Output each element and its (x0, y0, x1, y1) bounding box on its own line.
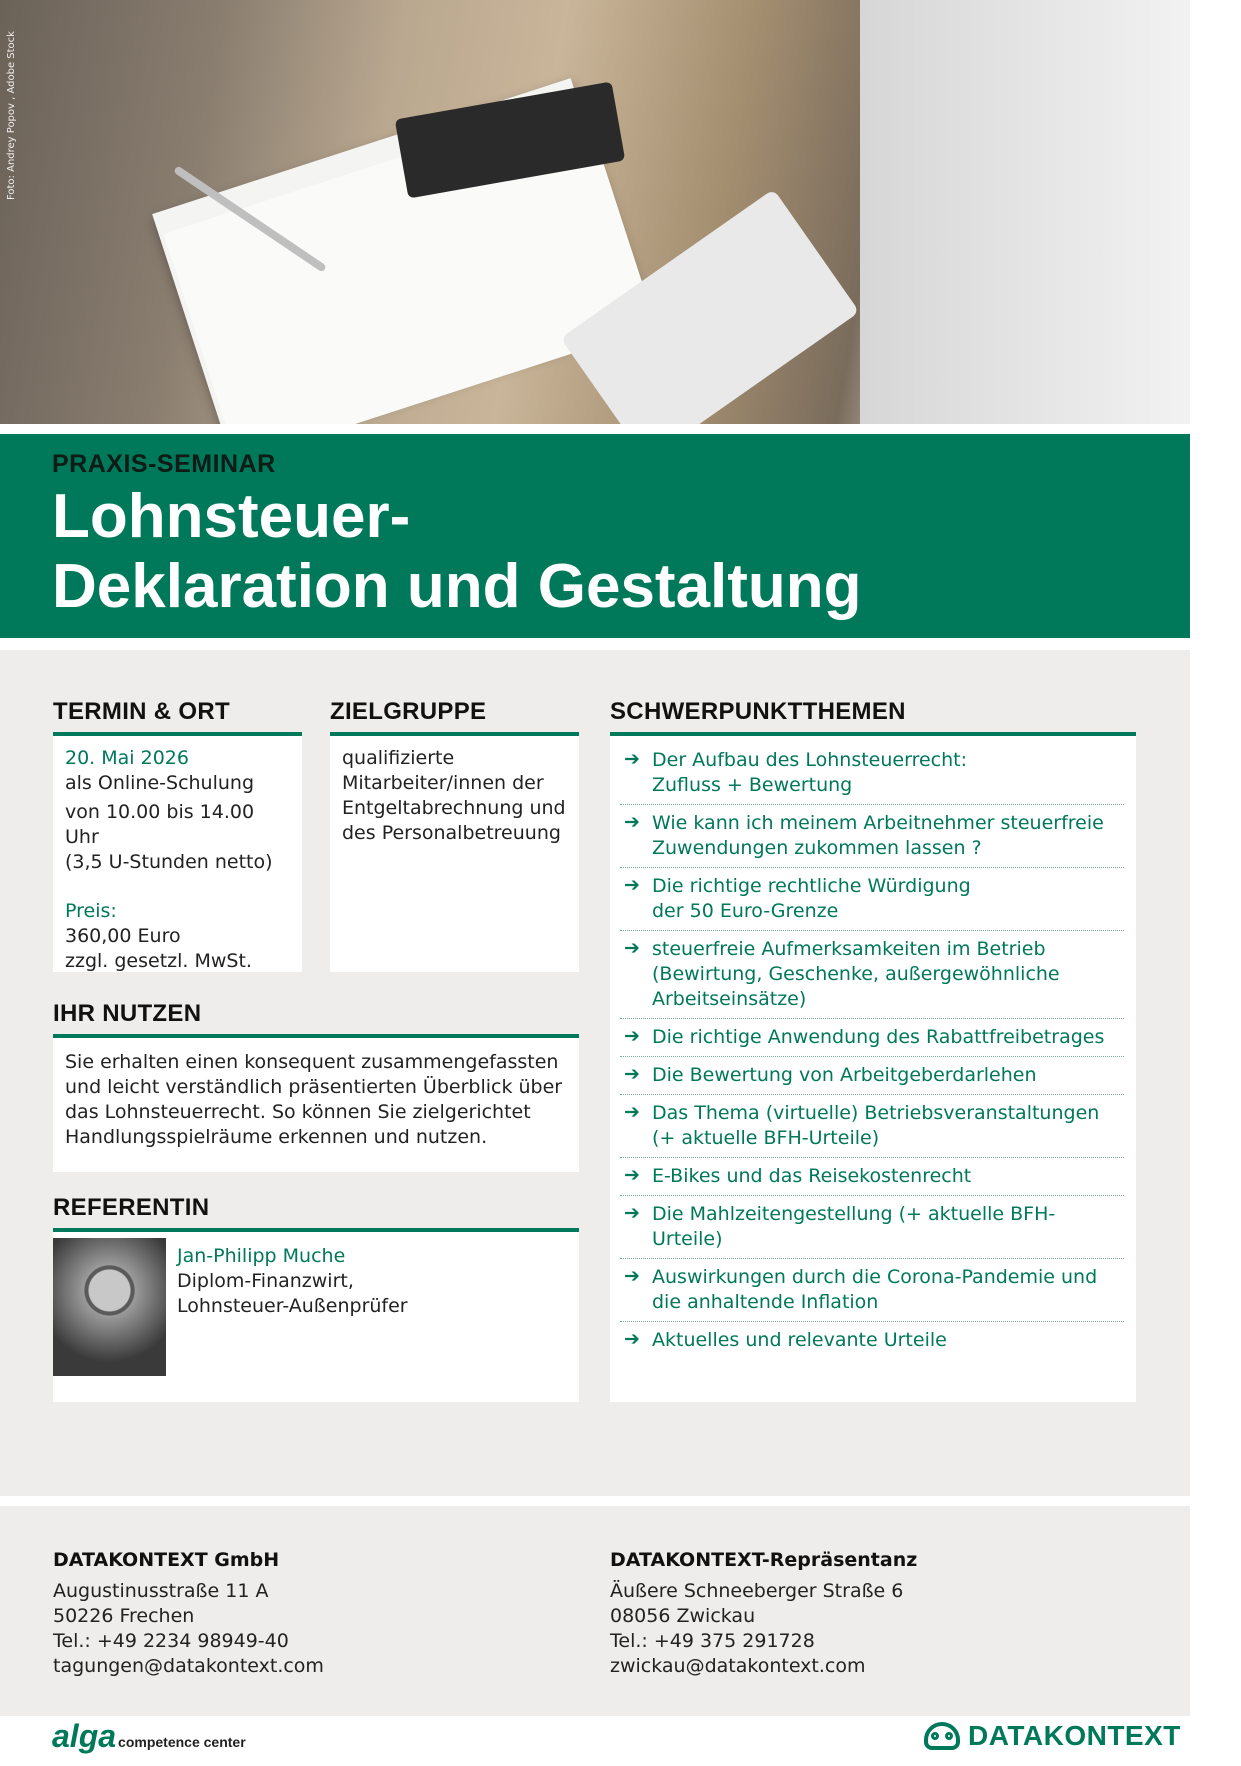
topic-item: ➔ Wie kann ich meinem Arbeitnehmer steuerfreie Zuwendungen zukommen lassen ? (620, 805, 1124, 868)
nutzen-line: das Lohnsteuerrecht. So können Sie zielgerichtet (65, 1101, 531, 1123)
speaker-name: Jan-Philipp Muche (177, 1245, 346, 1267)
datakontext-owl-icon (924, 1722, 960, 1750)
termin-date: 20. Mai 2026 (65, 747, 189, 769)
header-photo (0, 0, 1190, 424)
seminar-kicker: PRAXIS-SEMINAR (52, 450, 276, 478)
contact-zwickau (610, 1548, 917, 1679)
title-line-2: Deklaration und Gestaltung (52, 552, 862, 621)
nutzen-line: und leicht verständlich präsentierten Überblick über (65, 1076, 563, 1098)
speaker-photo (53, 1238, 166, 1376)
termin-mode: als Online-Schulung (65, 772, 255, 794)
alga-logo: alga competence center (52, 1718, 246, 1754)
arrow-right-icon: ➔ (624, 1328, 640, 1350)
zielgruppe-line: Mitarbeiter/innen der (342, 772, 544, 794)
contact-phone: Tel.: +49 2234 98949-40 (53, 1630, 289, 1652)
topic-item: ➔ Die Mahlzeitengestellung (+ aktuelle BFH-Urteile) (620, 1196, 1124, 1259)
contact-phone: Tel.: +49 375 291728 (610, 1630, 815, 1652)
topic-item: ➔ E-Bikes und das Reisekostenrecht (620, 1158, 1124, 1196)
termin-card (53, 732, 302, 972)
photo-credit: Foto: Andrey Popov , Adobe Stock (6, 31, 17, 200)
termin-time: von 10.00 bis 14.00 Uhr (65, 801, 255, 848)
arrow-right-icon: ➔ (624, 1265, 640, 1287)
topic-item: ➔ Das Thema (virtuelle) Betriebsveranstaltungen (+ aktuelle BFH-Urteile) (620, 1095, 1124, 1158)
themen-card (610, 732, 1136, 1402)
monitor-shape (860, 0, 1190, 424)
arrow-right-icon: ➔ (624, 1164, 640, 1186)
datakontext-logo: DATAKONTEXT (924, 1720, 1181, 1752)
contact-frechen (53, 1548, 324, 1679)
zielgruppe-line: qualifizierte (342, 747, 455, 769)
speaker-role-2: Lohnsteuer-Außenprüfer (177, 1295, 408, 1317)
contact-company: DATAKONTEXT-Repräsentanz (610, 1549, 918, 1571)
arrow-right-icon: ➔ (624, 937, 640, 959)
topic-list (620, 742, 1124, 1359)
zielgruppe-line: Entgeltabrechnung und (342, 797, 566, 819)
arrow-right-icon: ➔ (624, 811, 640, 833)
arrow-right-icon: ➔ (624, 1101, 640, 1123)
price-value: 360,00 Euro (65, 925, 181, 947)
contact-email[interactable]: zwickau@datakontext.com (610, 1655, 866, 1677)
arrow-right-icon: ➔ (624, 1063, 640, 1085)
nutzen-heading: IHR NUTZEN (53, 1000, 202, 1027)
topic-item: ➔ Die richtige Anwendung des Rabattfreibetrages (620, 1019, 1124, 1057)
zielgruppe-card (330, 732, 579, 972)
topic-item: ➔ Der Aufbau des Lohnsteuerrecht: Zufluss + Bewertung (620, 742, 1124, 805)
contact-company: DATAKONTEXT GmbH (53, 1549, 280, 1571)
title-banner (0, 434, 1190, 638)
price-label: Preis: (65, 900, 117, 922)
contact-email[interactable]: tagungen@datakontext.com (53, 1655, 324, 1677)
price-vat: zzgl. gesetzl. MwSt. (65, 950, 252, 972)
arrow-right-icon: ➔ (624, 1202, 640, 1224)
speaker-role-1: Diplom-Finanzwirt, (177, 1270, 354, 1292)
topic-item: ➔ Die richtige rechtliche Würdigung der 50 Euro-Grenze (620, 868, 1124, 931)
nutzen-line: Handlungsspielräume erkennen und nutzen. (65, 1126, 488, 1148)
nutzen-line: Sie erhalten einen konsequent zusammengefassten (65, 1051, 559, 1073)
zielgruppe-heading: ZIELGRUPPE (330, 698, 487, 725)
topic-item: ➔ Die Bewertung von Arbeitgeberdarlehen (620, 1057, 1124, 1095)
topic-item: ➔ Aktuelles und relevante Urteile (624, 1328, 947, 1351)
referentin-heading: REFERENTIN (53, 1194, 210, 1221)
termin-heading: TERMIN & ORT (53, 698, 230, 725)
seminar-title (52, 482, 862, 622)
zielgruppe-line: des Personalbetreuung (342, 822, 561, 844)
arrow-right-icon: ➔ (624, 748, 640, 770)
contact-street: Äußere Schneeberger Straße 6 (610, 1580, 904, 1602)
contact-city: 50226 Frechen (53, 1605, 195, 1627)
themen-heading: SCHWERPUNKTTHEMEN (610, 698, 906, 725)
contact-city: 08056 Zwickau (610, 1605, 756, 1627)
topic-item: ➔ steuerfreie Aufmerksamkeiten im Betrieb (Bewirtung, Geschenke, außergewöhnliche Arbeitseinsätze) (620, 931, 1124, 1019)
arrow-right-icon: ➔ (624, 874, 640, 896)
termin-hours: (3,5 U-Stunden netto) (65, 851, 273, 873)
topic-item: ➔ Auswirkungen durch die Corona-Pandemie und die anhaltende Inflation (620, 1259, 1124, 1322)
arrow-right-icon: ➔ (624, 1025, 640, 1047)
nutzen-card (53, 1034, 579, 1172)
contact-street: Augustinusstraße 11 A (53, 1580, 269, 1602)
title-line-1: Lohnsteuer- (52, 482, 411, 551)
